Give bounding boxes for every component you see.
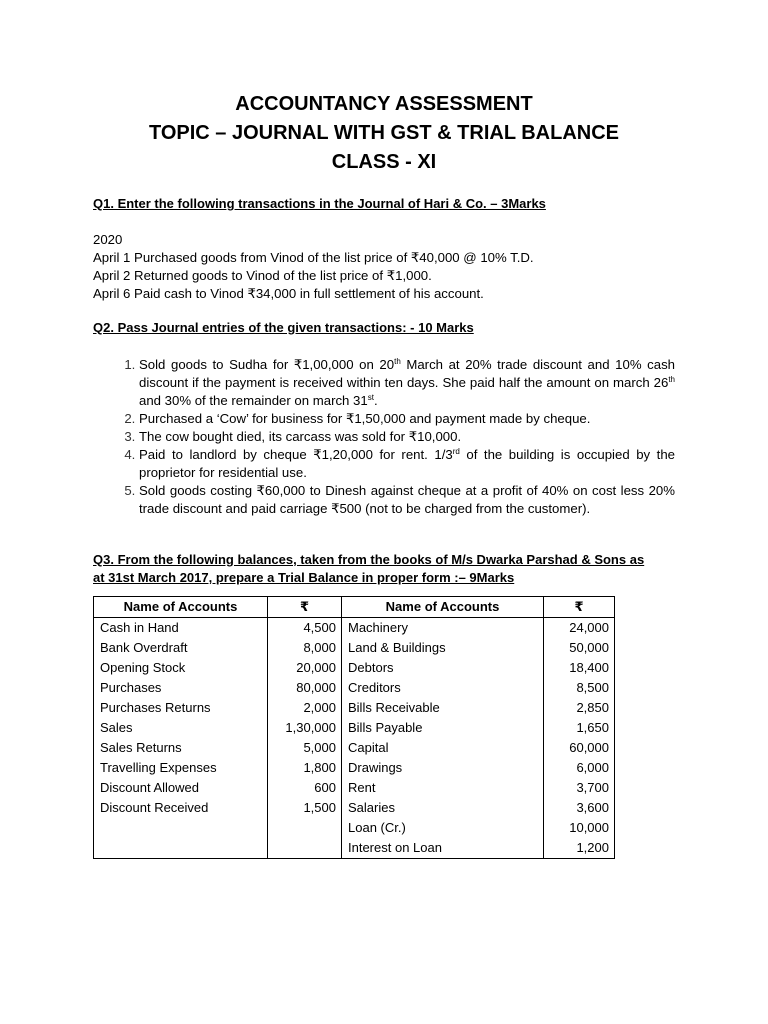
account-name-cell: Loan (Cr.) bbox=[342, 818, 544, 838]
table-row bbox=[94, 658, 615, 678]
table-row bbox=[94, 758, 615, 778]
list-item: 2. Purchased a ‘Cow’ for business for ₹1,50,000 and payment made by cheque. bbox=[139, 410, 675, 428]
amount-cell: 1,200 bbox=[544, 838, 615, 859]
account-name-cell: Interest on Loan bbox=[342, 838, 544, 859]
topic-title: TOPIC – JOURNAL WITH GST & TRIAL BALANCE bbox=[148, 122, 620, 144]
amount-cell: 10,000 bbox=[544, 818, 615, 838]
q1-transactions bbox=[93, 231, 678, 303]
amount-cell: 24,000 bbox=[544, 618, 615, 639]
amount-cell: 18,400 bbox=[544, 658, 615, 678]
list-item: 3. The cow bought died, its carcass was sold for ₹10,000. bbox=[139, 428, 675, 446]
class-title: CLASS - XI bbox=[331, 151, 437, 173]
q3-heading bbox=[93, 551, 678, 587]
table-row bbox=[94, 678, 615, 698]
amount-cell: 4,500 bbox=[268, 618, 342, 639]
amount-cell: 8,000 bbox=[268, 638, 342, 658]
column-header: Name of Accounts bbox=[94, 597, 268, 618]
amount-cell: 20,000 bbox=[268, 658, 342, 678]
q1-heading: Q1. Enter the following transactions in the Journal of Hari & Co. – 3Marks bbox=[93, 196, 546, 211]
account-name-cell: Sales Returns bbox=[94, 738, 268, 758]
column-header: Name of Accounts bbox=[342, 597, 544, 618]
account-name-cell: Machinery bbox=[342, 618, 544, 639]
q1-line: April 1 Purchased goods from Vinod of the list price of ₹40,000 @ 10% T.D. bbox=[93, 250, 534, 265]
account-name-cell: Purchases Returns bbox=[94, 698, 268, 718]
account-name-cell: Discount Allowed bbox=[94, 778, 268, 798]
q2-transaction-list bbox=[93, 356, 675, 518]
amount-cell: 2,850 bbox=[544, 698, 615, 718]
account-name-cell: Drawings bbox=[342, 758, 544, 778]
amount-cell: 1,800 bbox=[268, 758, 342, 778]
amount-cell: 3,600 bbox=[544, 798, 615, 818]
amount-cell: 5,000 bbox=[268, 738, 342, 758]
table-row bbox=[94, 738, 615, 758]
amount-cell bbox=[268, 838, 342, 859]
amount-cell: 80,000 bbox=[268, 678, 342, 698]
q1-line: April 2 Returned goods to Vinod of the list price of ₹1,000. bbox=[93, 268, 432, 283]
account-name-cell: Land & Buildings bbox=[342, 638, 544, 658]
list-item: 5. Sold goods costing ₹60,000 to Dinesh against cheque at a profit of 40% on cost less 20% trade discount and paid carriage ₹500 (not to be charged from the customer). bbox=[139, 482, 675, 518]
amount-cell: 8,500 bbox=[544, 678, 615, 698]
amount-cell: 1,650 bbox=[544, 718, 615, 738]
account-name-cell: Travelling Expenses bbox=[94, 758, 268, 778]
amount-cell: 1,30,000 bbox=[268, 718, 342, 738]
table-row bbox=[94, 618, 615, 639]
amount-cell: 60,000 bbox=[544, 738, 615, 758]
document-header bbox=[0, 90, 768, 177]
account-name-cell: Debtors bbox=[342, 658, 544, 678]
list-item: 4. Paid to landlord by cheque ₹1,20,000 for rent. 1/3rd of the building is occupied by the proprietor for residential use. bbox=[139, 446, 675, 482]
q2-heading: Q2. Pass Journal entries of the given transactions: - 10 Marks bbox=[93, 320, 474, 335]
q1-line: 2020 bbox=[93, 232, 123, 247]
account-name-cell: Purchases bbox=[94, 678, 268, 698]
amount-cell: 6,000 bbox=[544, 758, 615, 778]
table-header-row bbox=[94, 597, 615, 618]
account-name-cell: Cash in Hand bbox=[94, 618, 268, 639]
q1-line: April 6 Paid cash to Vinod ₹34,000 in full settlement of his account. bbox=[93, 286, 484, 301]
account-name-cell: Creditors bbox=[342, 678, 544, 698]
account-name-cell: Bills Payable bbox=[342, 718, 544, 738]
q3-heading-line: at 31st March 2017, prepare a Trial Balance in proper form :– 9Marks bbox=[93, 570, 515, 585]
list-item: 1. Sold goods to Sudha for ₹1,00,000 on 20th March at 20% trade discount and 10% cash discount if the payment is received within ten days. She paid half the amount on march 26th and 30% of the remainder on march 31st. bbox=[139, 356, 675, 410]
table-row bbox=[94, 798, 615, 818]
account-name-cell: Bank Overdraft bbox=[94, 638, 268, 658]
account-name-cell: Discount Received bbox=[94, 798, 268, 818]
table-row bbox=[94, 638, 615, 658]
amount-cell: 50,000 bbox=[544, 638, 615, 658]
trial-balance-table bbox=[93, 596, 615, 859]
table-row bbox=[94, 818, 615, 838]
table-row bbox=[94, 718, 615, 738]
q3-heading-line: Q3. From the following balances, taken from the books of M/s Dwarka Parshad & Sons as bbox=[93, 552, 645, 567]
column-header: ₹ bbox=[544, 597, 615, 618]
account-name-cell bbox=[94, 818, 268, 838]
account-name-cell: Bills Receivable bbox=[342, 698, 544, 718]
amount-cell: 3,700 bbox=[544, 778, 615, 798]
table-row bbox=[94, 778, 615, 798]
amount-cell: 1,500 bbox=[268, 798, 342, 818]
table-row bbox=[94, 698, 615, 718]
amount-cell: 2,000 bbox=[268, 698, 342, 718]
amount-cell: 600 bbox=[268, 778, 342, 798]
column-header: ₹ bbox=[268, 597, 342, 618]
account-name-cell bbox=[94, 838, 268, 859]
account-name-cell: Rent bbox=[342, 778, 544, 798]
table-row bbox=[94, 838, 615, 859]
assessment-title: ACCOUNTANCY ASSESSMENT bbox=[235, 93, 533, 115]
account-name-cell: Sales bbox=[94, 718, 268, 738]
account-name-cell: Salaries bbox=[342, 798, 544, 818]
amount-cell bbox=[268, 818, 342, 838]
account-name-cell: Capital bbox=[342, 738, 544, 758]
account-name-cell: Opening Stock bbox=[94, 658, 268, 678]
